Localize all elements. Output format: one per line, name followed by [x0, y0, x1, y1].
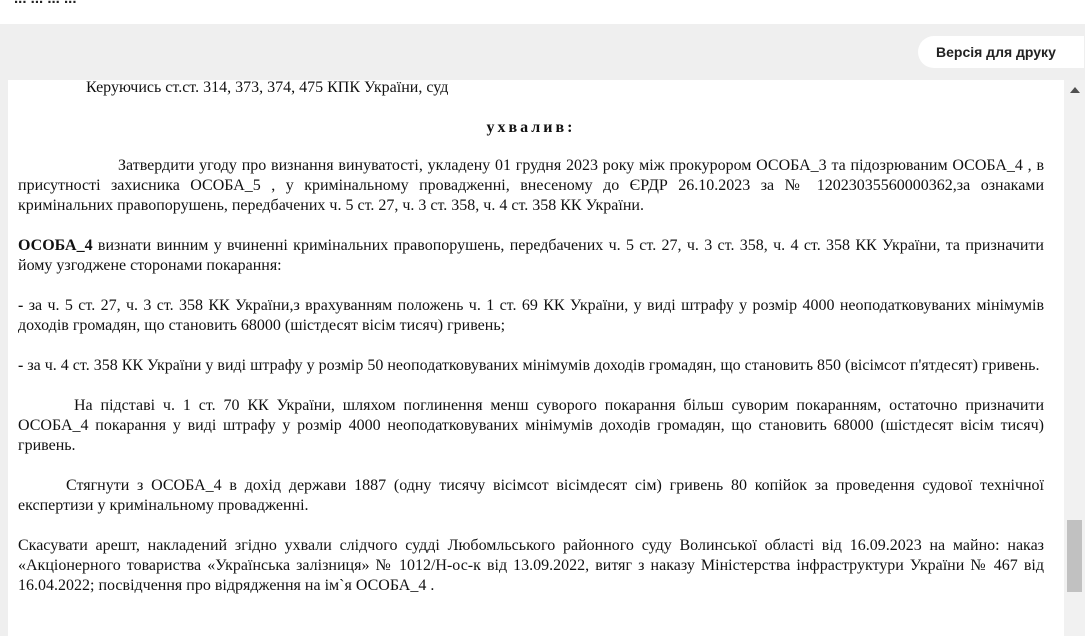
top-bar [0, 0, 1085, 24]
paragraph-penalty-1-text: за ч. 5 ст. 27, ч. 3 ст. 358 КК України,з врахуванням положень ч. 1 ст. 69 КК України, у виді штрафу у розмір 4000 неоподатковуваних мінімумів доходів громадян, що становить 68000 (шістдесят вісім тисяч) гривень; [18, 297, 1044, 334]
top-bar-text [14, 0, 77, 7]
paragraph-cancel-arrest: Скасувати арешт, накладений згідно ухвали слідчого судді Любомльського районного суду Волинської області від 16.09.2023 на майно: наказ «Акціонерного товариства «Українська залізниця» № 1012/Н-ос-к від 13.09.2022, витяг з наказу Міністерства інфраструктури України № 467 від 16.04.2022; посвідчення про відрядження на ім`я ОСОБА_4 . [18, 537, 1044, 594]
paragraph-final-penalty: На підставі ч. 1 ст. 70 КК України, шляхом поглинення менш суворого покарання більш суворим покаранням, остаточно призначити ОСОБА_4 покарання у виді штрафу у розмір 4000 неоподатковуваних мінімумів доходів громадян, що становить 68000 (шістдесят вісім тисяч) гривень. [18, 397, 1044, 454]
paragraph-guilty [18, 236, 1044, 276]
document-body [18, 80, 1044, 596]
intro-paragraph: Керуючись ст.ст. 314, 373, 374, 475 КПК України, суд [86, 80, 449, 96]
paragraph-approve-agreement: Затвердити угоду про визнання винуватості, укладену 01 грудня 2023 року між прокурором ОСОБА_3 та підозрюваним ОСОБА_4 , в присутності захисника ОСОБА_5 , у кримінальному провадженні, внесеному до ЄРДР 26.10.2023 за № 12023035560000362,за ознаками кримінальних правопорушень, передбачених ч. 5 ст. 27, ч. 3 ст. 358, ч. 4 ст. 358 КК України. [18, 157, 1044, 214]
print-version-button[interactable]: Версія для друку [918, 36, 1084, 68]
chevron-up-icon[interactable] [1070, 87, 1080, 93]
paragraph-penalty-2 [18, 356, 1044, 376]
paragraph-penalty-1 [18, 296, 1044, 336]
paragraph-guilty-text: визнати винним у вчиненні кримінальних правопорушень, передбачених ч. 5 ст. 27, ч. 3 ст. 358, ч. 4 ст. 358 КК України, та призначити йому узгоджене сторонами покарання: [18, 237, 1044, 274]
list-dash: - [18, 297, 24, 314]
document-panel [8, 80, 1064, 636]
scrollbar-thumb[interactable] [1067, 520, 1082, 592]
paragraph-expertise-costs: Стягнути з ОСОБА_4 в дохід держави 1887 (одну тисячу вісімсот вісімдесят сім) гривень 80 копійок за проведення судової технічної експертизи у кримінальному провадженні. [18, 477, 1044, 514]
ruling-heading: ухвалив: [486, 119, 576, 136]
paragraph-penalty-2-text: за ч. 4 ст. 358 КК України у виді штрафу у розмір 50 неоподатковуваних мінімумів доходів громадян, що становить 850 (вісімсот п'ятдесят) гривень. [23, 357, 1040, 374]
list-dash: - [18, 357, 24, 374]
defendant-name: ОСОБА_4 [18, 237, 93, 254]
